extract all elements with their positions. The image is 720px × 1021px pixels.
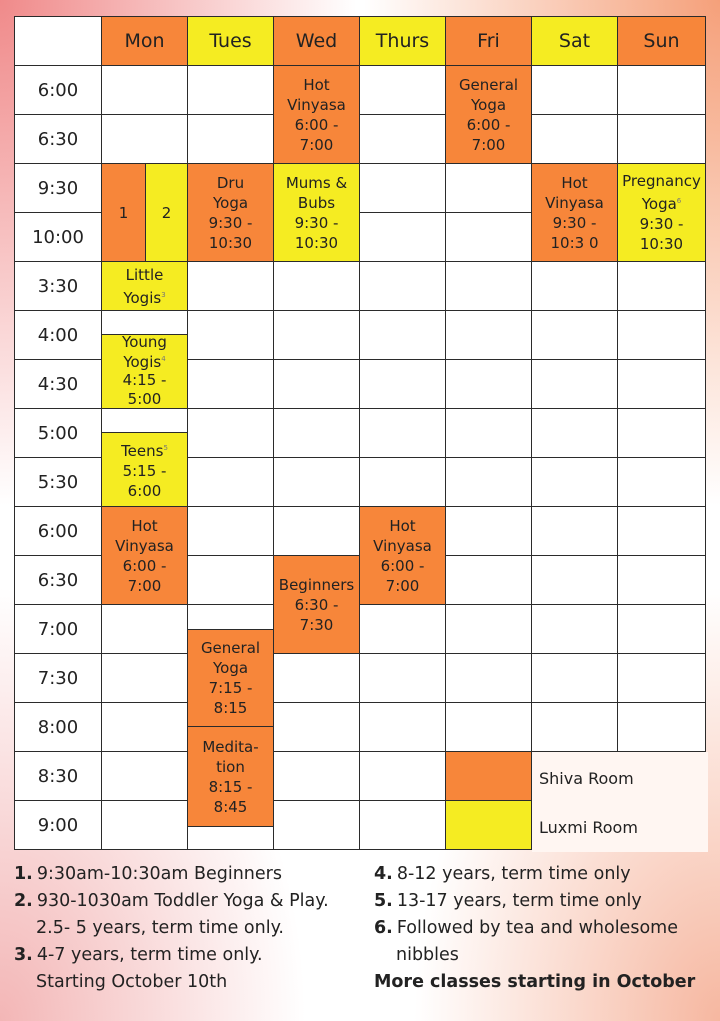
note-number: 2. [14, 891, 33, 911]
class-line: 5:15 - [122, 462, 167, 480]
class-line: Yogis [123, 353, 162, 371]
class-line: Vinyasa [373, 536, 432, 555]
empty-slot [273, 800, 360, 850]
empty-slot [273, 359, 360, 409]
day-header-sun: Sun [617, 16, 706, 66]
class-mon-young-yogis[interactable] [101, 334, 188, 409]
legend-swatch-luxmi [445, 800, 532, 850]
class-line: Yoga [470, 95, 507, 114]
note-number: 4. [374, 864, 393, 884]
empty-slot [273, 653, 360, 703]
notes-right [374, 861, 695, 996]
class-mon-1[interactable] [101, 163, 146, 262]
class-line-with-note [123, 351, 165, 371]
class-line: 9:30 - [294, 213, 339, 232]
empty-slot [359, 653, 446, 703]
empty-slot [273, 310, 360, 360]
empty-slot [617, 555, 706, 605]
class-tue-meditation[interactable] [187, 726, 274, 827]
footer-note: More classes starting in October [374, 972, 696, 992]
empty-slot [617, 604, 706, 654]
empty-slot [359, 800, 446, 850]
class-line: Pregnancy [622, 172, 701, 190]
note-2-continued: 2.5- 5 years, term time only. [36, 918, 284, 938]
class-line: 2 [161, 203, 172, 222]
empty-slot [531, 261, 618, 311]
empty-slot [273, 261, 360, 311]
time-label: 6:30 [14, 114, 102, 164]
class-line: 6:00 - [294, 115, 339, 134]
empty-slot [359, 65, 446, 115]
class-line: Yoga [641, 195, 677, 213]
empty-slot [187, 114, 274, 164]
empty-slot [359, 751, 446, 801]
class-sun-pregnancy-yoga[interactable] [617, 163, 706, 262]
note-number: 1. [14, 864, 33, 884]
legend-label-luxmi: Luxmi Room [539, 818, 638, 837]
class-line: 1 [118, 203, 129, 222]
empty-slot [445, 359, 532, 409]
class-line: Medita- [202, 737, 259, 756]
class-line: General [200, 639, 261, 657]
class-line: tion [216, 757, 245, 776]
note-text: 930-1030am Toddler Yoga & Play. [36, 891, 329, 911]
class-line: Little [125, 265, 164, 284]
note-4 [374, 861, 695, 888]
class-wed-hot-vinyasa[interactable] [273, 65, 360, 164]
empty-slot [273, 408, 360, 458]
empty-slot [445, 506, 532, 556]
empty-slot [273, 702, 360, 752]
day-header-mon: Mon [101, 16, 188, 66]
note-number: 5. [374, 891, 393, 911]
empty-slot [617, 359, 706, 409]
empty-slot [359, 261, 446, 311]
empty-slot [445, 310, 532, 360]
class-line: 6:00 - [466, 115, 511, 134]
footnote-marker: 6 [676, 197, 682, 205]
note-1 [14, 861, 329, 888]
footnote-marker: 5 [163, 444, 168, 452]
class-line: 7:00 [127, 576, 162, 595]
empty-slot [101, 65, 188, 115]
empty-slot [101, 702, 188, 752]
class-line: 9:30 - [639, 215, 684, 233]
empty-slot [187, 408, 274, 458]
empty-slot [617, 506, 706, 556]
empty-slot [187, 555, 274, 605]
notes-left [14, 861, 329, 996]
class-mon-little-yogis[interactable] [101, 261, 188, 311]
empty-slot [617, 261, 706, 311]
empty-slot [273, 506, 360, 556]
footnote-marker: 4 [161, 355, 166, 363]
time-label: 9:00 [14, 800, 102, 850]
empty-slot [617, 310, 706, 360]
legend-label-shiva: Shiva Room [539, 769, 634, 788]
class-line: Dru [216, 173, 245, 192]
class-line: Yoga [212, 659, 249, 677]
class-mon-teens[interactable] [101, 432, 188, 507]
empty-slot [445, 555, 532, 605]
note-2 [14, 888, 329, 915]
time-label: 7:00 [14, 604, 102, 654]
time-label: 6:00 [14, 65, 102, 115]
empty-slot [531, 359, 618, 409]
note-text: 13-17 years, term time only [396, 891, 642, 911]
empty-slot [359, 163, 446, 213]
class-thu-hot-vinyasa[interactable] [359, 506, 446, 605]
time-label: 4:00 [14, 310, 102, 360]
empty-slot [101, 604, 188, 654]
empty-slot [445, 457, 532, 507]
note-6-continued: nibbles [396, 945, 459, 965]
empty-slot [617, 408, 706, 458]
class-line: Vinyasa [115, 536, 174, 555]
class-wed-beginners[interactable] [273, 555, 360, 654]
legend-area [532, 752, 708, 852]
class-tue-dru-yoga[interactable] [187, 163, 274, 262]
empty-slot [531, 506, 618, 556]
empty-slot [445, 653, 532, 703]
empty-slot [101, 114, 188, 164]
class-line: 8:15 [213, 699, 248, 717]
footnote-marker: 3 [161, 290, 166, 299]
empty-slot [187, 310, 274, 360]
empty-slot [359, 310, 446, 360]
class-mon-2[interactable] [145, 163, 188, 262]
class-line: Hot [303, 75, 330, 94]
note-3-continued: Starting October 10th [36, 972, 228, 992]
class-line: Vinyasa [545, 193, 604, 212]
empty-slot [273, 457, 360, 507]
empty-slot [531, 408, 618, 458]
empty-slot [445, 408, 532, 458]
day-header-wed: Wed [273, 16, 360, 66]
class-line: 4:15 - [122, 371, 167, 389]
day-header-thurs: Thurs [359, 16, 446, 66]
class-line: 6:00 - [380, 556, 425, 575]
class-line-with-note [121, 438, 168, 461]
class-fri-general-yoga[interactable] [445, 65, 532, 164]
empty-slot [531, 702, 618, 752]
empty-slot [617, 65, 706, 115]
empty-slot [531, 604, 618, 654]
class-line: 7:00 [385, 576, 420, 595]
class-line-with-note [123, 285, 165, 308]
empty-slot [445, 212, 532, 262]
class-tue-general-yoga[interactable] [187, 629, 274, 727]
class-line: Young [122, 333, 167, 351]
empty-slot [445, 261, 532, 311]
class-line: 9:30 - [552, 213, 597, 232]
empty-slot [273, 751, 360, 801]
empty-slot [445, 163, 532, 213]
legend-swatch-shiva [445, 751, 532, 801]
empty-slot [617, 457, 706, 507]
class-line: Mums & [285, 173, 348, 192]
empty-slot [531, 555, 618, 605]
empty-slot [187, 261, 274, 311]
time-label: 5:30 [14, 457, 102, 507]
class-line: 6:00 - [122, 556, 167, 575]
class-line: Hot [131, 516, 158, 535]
note-6 [374, 915, 695, 942]
class-line: 6:00 [127, 482, 162, 500]
empty-slot [531, 653, 618, 703]
note-3 [14, 942, 329, 969]
class-line: Vinyasa [287, 95, 346, 114]
empty-slot [101, 653, 188, 703]
class-line: 5:00 [127, 390, 162, 408]
time-label: 6:00 [14, 506, 102, 556]
empty-slot [531, 310, 618, 360]
empty-slot [187, 506, 274, 556]
empty-slot [617, 114, 706, 164]
class-line: Bubs [297, 193, 336, 212]
empty-slot [531, 65, 618, 115]
empty-slot [445, 702, 532, 752]
class-line: 8:45 [213, 797, 248, 816]
time-label: 7:30 [14, 653, 102, 703]
note-text: 9:30am-10:30am Beginners [36, 864, 282, 884]
empty-slot [531, 457, 618, 507]
day-header-sat: Sat [531, 16, 618, 66]
time-label: 6:30 [14, 555, 102, 605]
class-line: 8:15 - [208, 777, 253, 796]
note-number: 6. [374, 918, 393, 938]
class-line: 9:30 - [208, 213, 253, 232]
class-line: Beginners [278, 575, 355, 594]
empty-slot [531, 114, 618, 164]
class-line: Yogis [123, 288, 162, 307]
empty-slot [101, 800, 188, 850]
time-label: 3:30 [14, 261, 102, 311]
empty-slot [359, 604, 446, 654]
corner-cell [14, 16, 102, 66]
class-line: Hot [561, 173, 588, 192]
empty-slot [359, 114, 446, 164]
empty-slot [359, 408, 446, 458]
day-header-tues: Tues [187, 16, 274, 66]
class-wed-mums-bubs[interactable] [273, 163, 360, 262]
day-header-fri: Fri [445, 16, 532, 66]
class-line: Teens [121, 442, 164, 460]
empty-slot [359, 457, 446, 507]
class-line: 10:30 [639, 235, 684, 253]
empty-slot [187, 65, 274, 115]
empty-slot [359, 702, 446, 752]
empty-slot [187, 457, 274, 507]
class-sat-hot-vinyasa[interactable] [531, 163, 618, 262]
class-line-with-note [642, 191, 682, 214]
class-line: Hot [389, 516, 416, 535]
timetable [14, 16, 706, 853]
empty-slot [101, 751, 188, 801]
class-line: 7:00 [299, 135, 334, 154]
class-line: 10:3 0 [550, 233, 599, 252]
time-label: 8:00 [14, 702, 102, 752]
time-label: 8:30 [14, 751, 102, 801]
class-line: Yoga [212, 193, 249, 212]
time-label: 10:00 [14, 212, 102, 262]
empty-slot [187, 359, 274, 409]
class-line: 7:00 [471, 135, 506, 154]
class-line: General [458, 75, 519, 94]
time-label: 9:30 [14, 163, 102, 213]
note-text: 8-12 years, term time only [396, 864, 631, 884]
class-line: 7:15 - [208, 679, 253, 697]
class-line: 10:30 [208, 233, 253, 252]
class-line: 6:30 - [294, 595, 339, 614]
empty-slot [617, 653, 706, 703]
empty-slot [359, 359, 446, 409]
class-line: 7:30 [299, 615, 334, 634]
time-label: 4:30 [14, 359, 102, 409]
class-line: 10:30 [294, 233, 339, 252]
note-text: Followed by tea and wholesome [396, 918, 678, 938]
class-mon-hot-vinyasa[interactable] [101, 506, 188, 605]
empty-slot [617, 702, 706, 752]
note-text: 4-7 years, term time only. [36, 945, 263, 965]
note-number: 3. [14, 945, 33, 965]
empty-slot [359, 212, 446, 262]
note-5 [374, 888, 695, 915]
empty-slot [445, 604, 532, 654]
time-label: 5:00 [14, 408, 102, 458]
